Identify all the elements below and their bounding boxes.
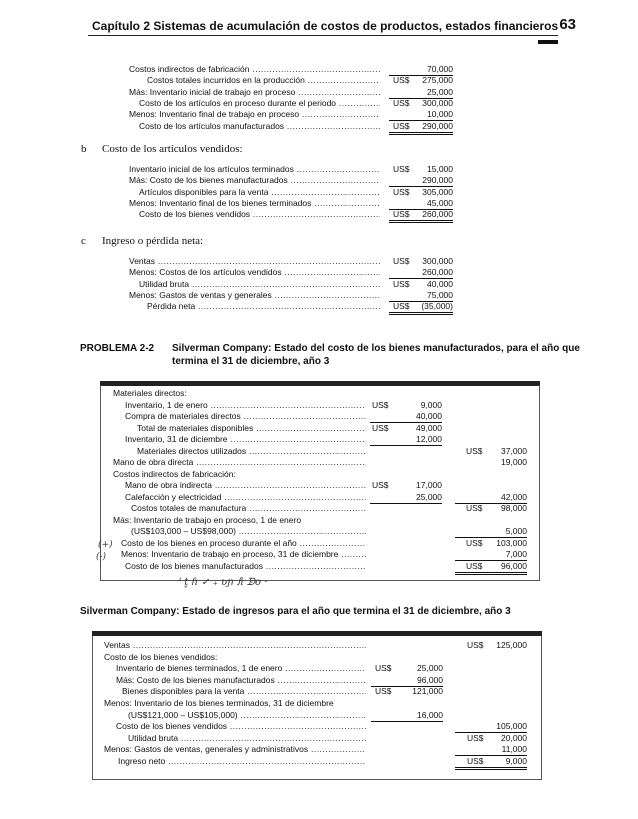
row-label: Costo de los bienes manufacturados ..... <box>125 561 366 572</box>
statement-row <box>0 457 638 468</box>
currency-sign: US$ <box>466 537 483 548</box>
row-label: Compra de materiales directos ..... <box>125 411 366 422</box>
statement-row <box>0 446 638 457</box>
row-amount-col2: 7,000 <box>455 549 527 561</box>
statement-row <box>0 109 638 120</box>
statement-row <box>0 686 638 697</box>
row-amount-col1: 40,000 <box>370 411 442 423</box>
row-label: Costo de los bienes vendidos ..... <box>116 721 366 732</box>
row-label: Costo de los bienes vendidos: <box>104 651 218 662</box>
currency-sign: US$ <box>466 445 483 456</box>
statement-row <box>0 175 638 186</box>
statement-row <box>0 721 638 732</box>
statement-row <box>0 526 638 537</box>
row-label: Costos indirectos de fabricación: <box>113 468 236 479</box>
currency-sign: US$ <box>466 560 483 571</box>
header-rule-bar <box>538 40 558 44</box>
row-amount: 290,000 <box>389 175 453 187</box>
statement-row <box>0 492 638 503</box>
statement-row <box>0 75 638 86</box>
statement-row <box>0 400 638 411</box>
statement-row <box>0 388 638 399</box>
currency-sign: US$ <box>372 480 389 490</box>
currency-sign: US$ <box>467 732 484 743</box>
currency-sign: US$ <box>372 399 389 410</box>
statement-row <box>0 503 638 514</box>
handwritten-mark: (-) <box>96 552 107 562</box>
statement-row <box>0 121 638 132</box>
problem-number: PROBLEMA 2-2 <box>80 343 155 354</box>
row-amount: 70,000 <box>389 64 453 76</box>
row-amount: 300,000 <box>422 256 453 266</box>
statement-row <box>0 290 638 301</box>
handwritten-mark: (+) <box>98 540 113 550</box>
row-label: Bienes disponibles para la venta ..... <box>122 686 366 697</box>
currency-sign: US$ <box>393 278 410 289</box>
statement-row <box>0 87 638 98</box>
currency-sign: US$ <box>375 663 392 674</box>
row-label: Menos: Gastos de ventas, generales y administrativos ..... <box>104 744 366 755</box>
statement-row <box>0 64 638 75</box>
statement-row <box>0 198 638 209</box>
currency-sign: US$ <box>393 97 410 108</box>
income-title: Silverman Company: Estado de ingresos para el año que termina el 31 de diciembre, año 3 <box>80 606 511 617</box>
statement-row <box>0 710 638 721</box>
row-label: Menos: Inventario de trabajo en proceso, 31 de diciembre ..... <box>121 549 366 560</box>
currency-sign: US$ <box>467 640 484 650</box>
row-label: Mano de obra indirecta ..... <box>125 480 366 491</box>
row-amount-col2: 103,000 <box>496 537 527 548</box>
row-amount-col1: 25,000 <box>417 663 443 674</box>
problem-title-line2: termina el 31 de diciembre, año 3 <box>172 356 330 367</box>
row-label: Más: Inventario de trabajo en proceso, 1 de enero <box>113 514 302 525</box>
statement-row <box>0 561 638 572</box>
row-label: Total de materiales disponibles ..... <box>137 423 366 434</box>
row-amount-col1: 49,000 <box>416 422 442 433</box>
row-amount: 260,000 <box>389 209 453 223</box>
statement-row <box>0 663 638 674</box>
row-label: Ingreso neto ..... <box>118 756 366 767</box>
statement-row <box>0 652 638 663</box>
row-amount: 290,000 <box>389 121 453 135</box>
row-amount: 275,000 <box>422 75 453 86</box>
statement-row <box>0 187 638 198</box>
row-label: Ventas ..... <box>104 640 366 651</box>
section-c-letter: c <box>81 235 86 247</box>
currency-sign: US$ <box>372 422 389 433</box>
row-amount: 300,000 <box>422 97 453 108</box>
currency-sign: US$ <box>393 301 410 312</box>
currency-sign: US$ <box>393 120 410 131</box>
row-amount-col2: 125,000 <box>496 640 527 650</box>
row-amount: 305,000 <box>422 186 453 197</box>
header-rule <box>88 35 558 36</box>
row-amount-col1: 121,000 <box>412 686 443 697</box>
statement-row <box>0 675 638 686</box>
row-amount: 10,000 <box>389 109 453 121</box>
statement-row <box>0 756 638 767</box>
row-amount: 40,000 <box>427 278 453 289</box>
row-amount-col2: 96,000 <box>455 561 527 575</box>
row-label: Costo de los artículos manufacturados ..... <box>139 121 380 132</box>
statement-row <box>0 164 638 175</box>
statement-row <box>0 256 638 267</box>
row-label: Más: Costo de los bienes manufacturados ..... <box>116 675 366 686</box>
statement-row <box>0 209 638 220</box>
handwritten-note: ʾ t̬ ɦ ✓ ₊ ʋɲ ꭍi ᗫo · <box>178 577 268 588</box>
row-label: Costos indirectos de fabricación ..... <box>129 64 380 75</box>
row-label: Inventario de bienes terminados, 1 de enero ..... <box>116 663 366 674</box>
row-label: Ventas ..... <box>129 256 380 267</box>
section-b-letter: b <box>81 143 87 155</box>
row-amount-col2: 37,000 <box>501 445 527 456</box>
row-amount-col2: 42,000 <box>455 492 527 504</box>
currency-sign: US$ <box>393 256 410 266</box>
row-amount-col1: 16,000 <box>371 710 443 722</box>
statement-row <box>0 538 638 549</box>
currency-sign: US$ <box>393 75 410 86</box>
statement-row <box>0 98 638 109</box>
row-amount-col2: 98,000 <box>501 503 527 513</box>
row-amount: (35,000) <box>389 301 453 315</box>
row-amount-col1: 17,000 <box>416 480 442 490</box>
statement-row <box>0 744 638 755</box>
row-label: Calefacción y electricidad ..... <box>125 492 366 503</box>
row-label: Costo de los artículos en proceso durante el periodo ..... <box>139 98 380 109</box>
page-number: 63 <box>559 16 576 33</box>
currency-sign: US$ <box>393 186 410 197</box>
row-amount-col1: 12,000 <box>370 434 442 446</box>
section-b-title: Costo de los artículos vendidos: <box>102 143 243 155</box>
row-amount-col1: 9,000 <box>420 399 442 410</box>
row-label: Menos: Inventario final de los bienes terminados ..... <box>129 198 380 209</box>
statement-row <box>0 640 638 651</box>
row-amount-col2: 19,000 <box>501 457 527 467</box>
row-label: Menos: Inventario de los bienes terminados, 31 de diciembre <box>104 698 334 708</box>
statement-row <box>0 733 638 744</box>
statement-row <box>0 698 638 709</box>
statement-row <box>0 423 638 434</box>
row-amount-col2: 20,000 <box>501 732 527 743</box>
row-label: Inventario, 1 de enero ..... <box>125 400 366 411</box>
row-label: Artículos disponibles para la venta ..... <box>139 187 380 198</box>
statement-row <box>0 469 638 480</box>
chapter-header: Capítulo 2 Sistemas de acumulación de costos de productos, estados financieros <box>92 19 559 33</box>
row-amount: 45,000 <box>389 198 453 210</box>
row-label: Inventario, 31 de diciembre ..... <box>125 434 366 445</box>
row-label: (US$121,000 – US$105,000) ..... <box>128 710 366 721</box>
row-label: Costos totales de manufactura ..... <box>131 503 366 514</box>
currency-sign: US$ <box>393 209 410 220</box>
row-label: Menos: Inventario final de trabajo en proceso ..... <box>129 109 380 120</box>
currency-sign: US$ <box>393 164 410 174</box>
row-label: Materiales directos utilizados ..... <box>137 446 366 457</box>
row-amount-col2: 5,000 <box>455 526 527 538</box>
row-amount-col1: 25,000 <box>370 492 442 504</box>
statement-row <box>0 267 638 278</box>
row-label: Más: Costo de los bienes manufacturados ..... <box>129 175 380 186</box>
row-amount: 25,000 <box>389 87 453 99</box>
row-label: Costos totales incurridos en la producción ..... <box>147 75 380 86</box>
currency-sign: US$ <box>467 756 484 766</box>
row-label: Inventario inicial de los artículos terminados ..... <box>129 164 380 175</box>
row-amount-col2: 11,000 <box>455 744 527 756</box>
row-label: Costo de los bienes en proceso durante el año ..... <box>121 538 366 549</box>
statement-row <box>0 301 638 312</box>
row-amount-col2: 105,000 <box>455 721 527 733</box>
row-amount-col1: 96,000 <box>371 675 443 687</box>
statement-row <box>0 279 638 290</box>
row-amount-col2: 9,000 <box>455 756 527 770</box>
problem-title-line1: Silverman Company: Estado del costo de los bienes manufacturados, para el año que <box>172 343 580 354</box>
row-label: (US$103,000 – US$98,000) ..... <box>131 526 366 537</box>
row-label: Pérdida neta ..... <box>147 301 380 312</box>
row-label: Costo de los bienes vendidos ..... <box>139 209 380 220</box>
currency-sign: US$ <box>375 686 392 697</box>
row-label: Menos: Costos de los artículos vendidos ..... <box>129 267 380 278</box>
row-label: Materiales directos: <box>113 388 187 398</box>
row-amount: 15,000 <box>427 164 453 174</box>
statement-row <box>0 480 638 491</box>
currency-sign: US$ <box>466 503 483 513</box>
row-label: Más: Inventario inicial de trabajo en proceso ..... <box>129 87 380 98</box>
statement-row <box>0 434 638 445</box>
row-label: Mano de obra directa ..... <box>113 457 366 468</box>
row-amount: 260,000 <box>389 267 453 279</box>
row-amount: 75,000 <box>389 290 453 302</box>
section-c-title: Ingreso o pérdida neta: <box>102 235 204 247</box>
row-label: Utilidad bruta ..... <box>139 279 380 290</box>
row-label: Utilidad bruta ..... <box>128 733 366 744</box>
statement-row <box>0 515 638 526</box>
statement-row <box>0 411 638 422</box>
row-label: Menos: Gastos de ventas y generales ..... <box>129 290 380 301</box>
